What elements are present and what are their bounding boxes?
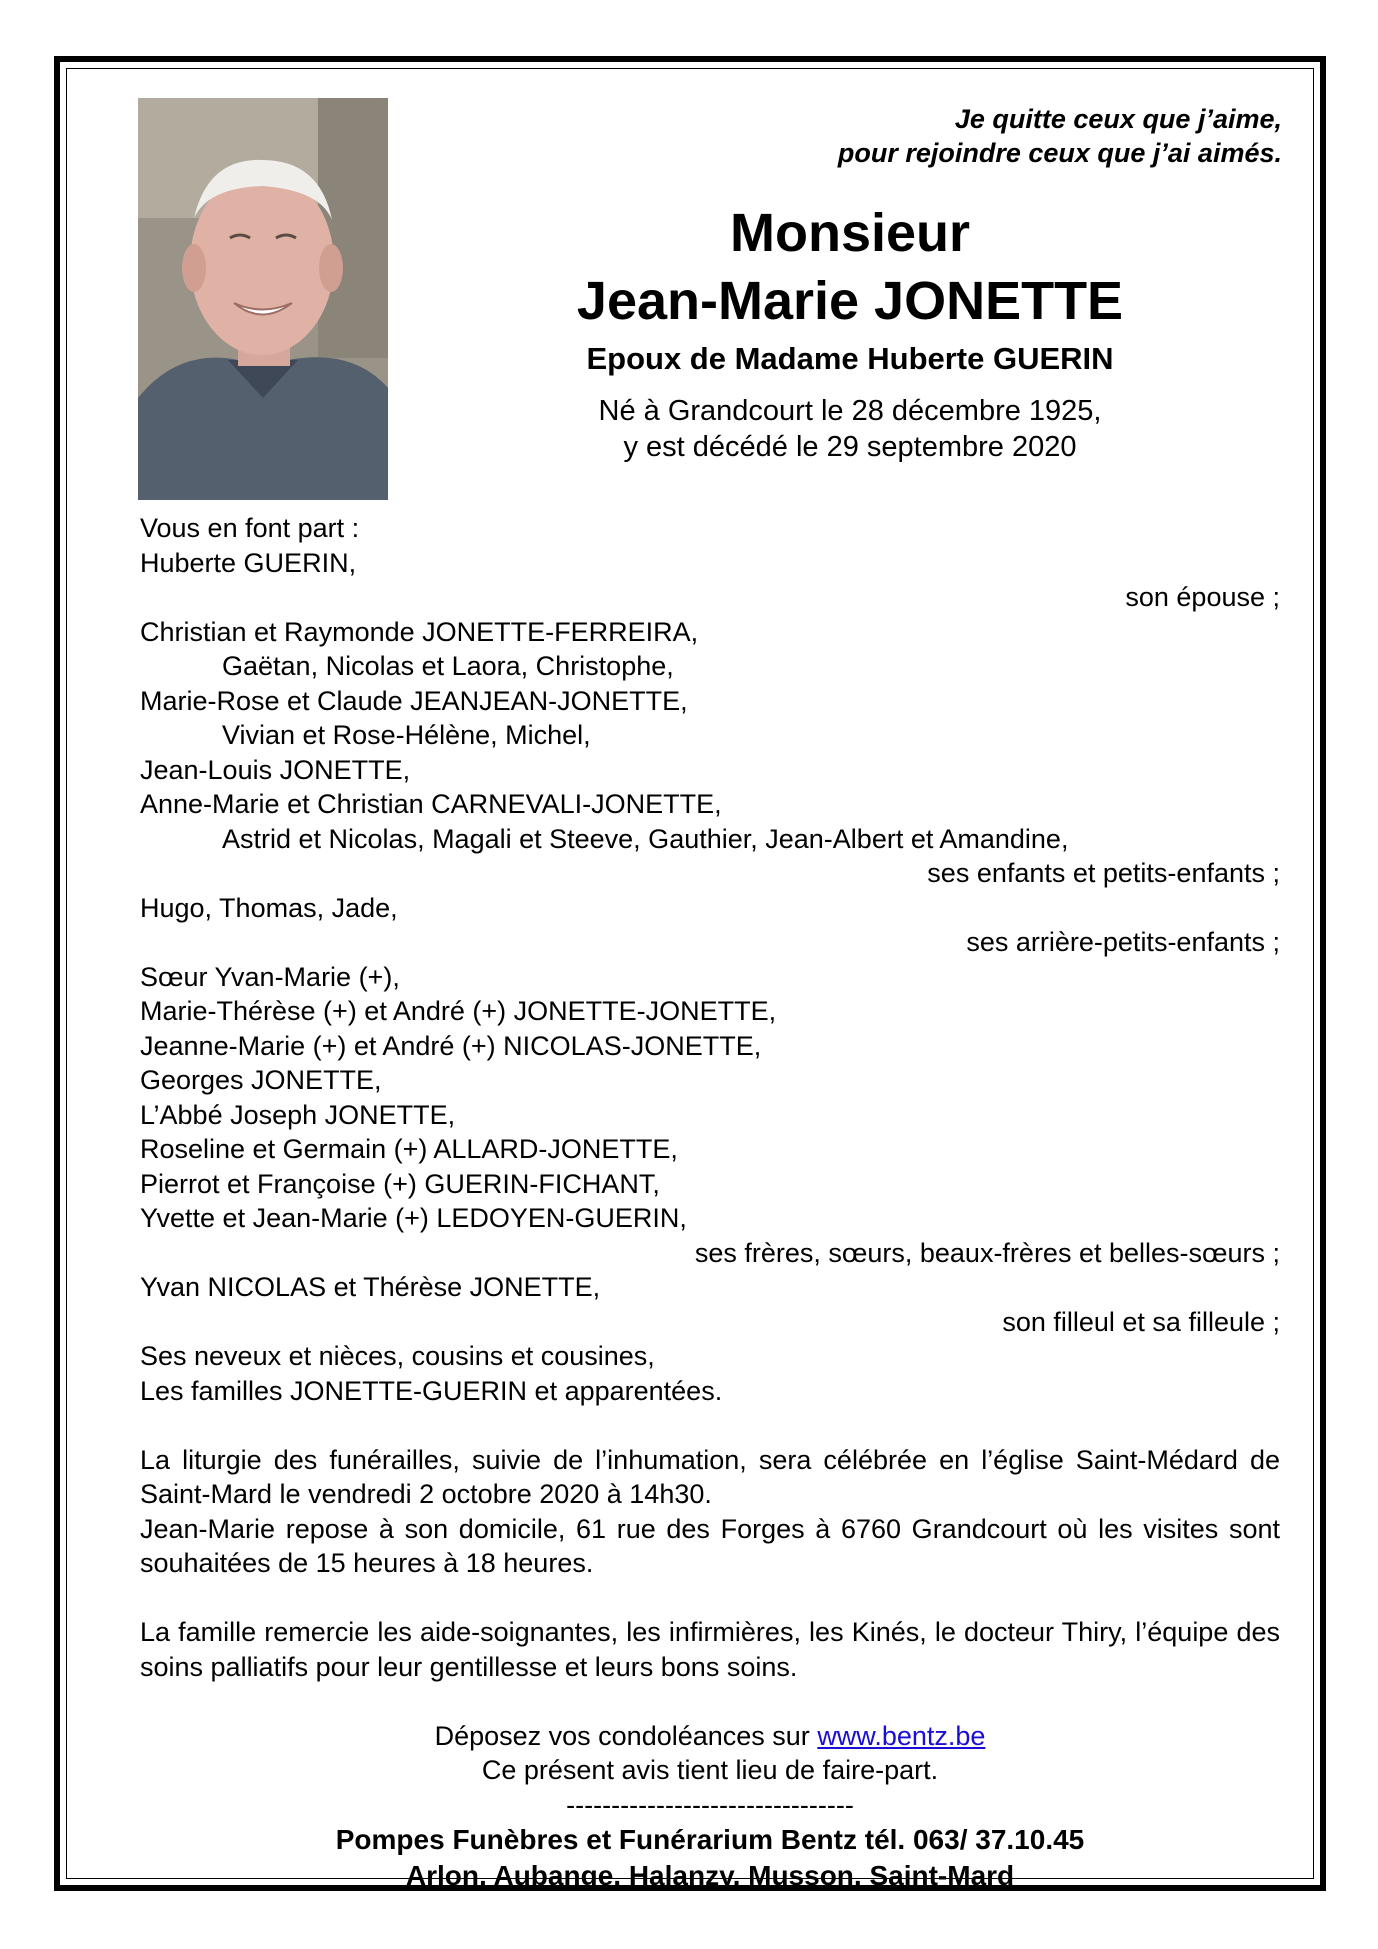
epigraph-line-2: pour rejoindre ceux que j’ai aimés. — [837, 138, 1282, 168]
sibling-line: Yvette et Jean-Marie (+) LEDOYEN-GUERIN, — [140, 1203, 687, 1233]
child-line: Anne-Marie et Christian CARNEVALI-JONETTE, — [140, 789, 722, 819]
visits-paragraph: Jean-Marie repose à son domicile, 61 rue des Forges à 6760 Grandcourt où les visites sont souhaitées de 15 heures à 18 heures. — [140, 1513, 1280, 1578]
godchildren-role: son filleul et sa filleule ; — [1002, 1306, 1280, 1337]
thanks-paragraph: La famille remercie les aide-soignantes, les infirmières, les Kinés, le docteur Thiry, l’équipe des soins palliatifs pour leur gentillesse et leurs bons soins. — [140, 1617, 1280, 1682]
condolences-line — [140, 1719, 1280, 1754]
grandchild-line: Gaëtan, Nicolas et Laora, Christophe, — [222, 651, 674, 681]
great-grandchildren-role: ses arrière-petits-enfants ; — [966, 927, 1280, 957]
spacer — [140, 1408, 1280, 1443]
extended-family-line: Les familles JONETTE-GUERIN et apparentées. — [140, 1375, 723, 1406]
spacer — [140, 1684, 1280, 1719]
spacer — [140, 1581, 1280, 1616]
extended-family-line: Ses neveux et nièces, cousins et cousines, — [140, 1341, 655, 1371]
sibling-line: Jeanne-Marie (+) et André (+) NICOLAS-JONETTE, — [140, 1030, 762, 1061]
child-line: Jean-Louis JONETTE, — [140, 754, 411, 785]
condolences-link[interactable]: www.bentz.be — [817, 1720, 986, 1751]
deceased-name: Jean-Marie JONETTE — [576, 271, 1124, 331]
child-line: Christian et Raymonde JONETTE-FERREIRA, — [140, 616, 699, 647]
announcement-body — [140, 511, 1280, 1894]
honorific: Monsieur — [729, 203, 971, 263]
birth-line: Né à Grandcourt le 28 décembre 1925, — [598, 395, 1102, 427]
godchildren: Yvan NICOLAS et Thérèse JONETTE, — [140, 1272, 601, 1302]
epigraph-line-1: Je quitte ceux que j’aime, — [954, 104, 1282, 134]
family-intro: Vous en font part : — [140, 513, 360, 543]
portrait-photo — [138, 98, 388, 500]
death-line: y est décédé le 29 septembre 2020 — [623, 431, 1077, 463]
great-grandchildren: Hugo, Thomas, Jade, — [140, 892, 398, 923]
grandchild-line: Astrid et Nicolas, Magali et Steeve, Gauthier, Jean-Albert et Amandine, — [222, 823, 1069, 854]
child-line: Marie-Rose et Claude JEANJEAN-JONETTE, — [140, 685, 688, 716]
epigraph — [682, 102, 1282, 170]
sibling-line: Pierrot et Françoise (+) GUERIN-FICHANT, — [140, 1168, 660, 1199]
condolences-prefix: Déposez vos condoléances sur — [434, 1720, 818, 1751]
sibling-line: L’Abbé Joseph JONETTE, — [140, 1099, 456, 1130]
spouse-name: Huberte GUERIN, — [140, 547, 357, 578]
sibling-line: Sœur Yvan-Marie (+), — [140, 961, 400, 992]
sibling-line: Marie-Thérèse (+) et André (+) JONETTE-JONETTE, — [140, 996, 777, 1026]
liturgy-paragraph: La liturgie des funérailles, suivie de l’inhumation, sera célébrée en l’église Saint-Médard de Saint-Mard le vendredi 2 octobre 2020 à 14h30. — [140, 1444, 1280, 1509]
funeral-home-line: Pompes Funèbres et Funérarium Bentz tél. 063/ 37.10.45 — [335, 1824, 1085, 1855]
spouse-line: Epoux de Madame Huberte GUERIN — [586, 341, 1114, 376]
grandchild-line: Vivian et Rose-Hélène, Michel, — [222, 720, 591, 750]
children-role: ses enfants et petits-enfants ; — [927, 858, 1280, 888]
funeral-home-locations: Arlon, Aubange, Halanzy, Musson, Saint-Mard — [405, 1860, 1015, 1891]
sibling-line: Georges JONETTE, — [140, 1065, 382, 1095]
spouse-role: son épouse ; — [1125, 582, 1280, 612]
siblings-role: ses frères, sœurs, beaux-frères et belles-sœurs ; — [694, 1237, 1280, 1268]
sibling-line: Roseline et Germain (+) ALLARD-JONETTE, — [140, 1134, 678, 1164]
notice-line: Ce présent avis tient lieu de faire-part. — [481, 1755, 939, 1785]
birth-death-dates — [500, 393, 1200, 465]
footer-separator: -------------------------------- — [566, 1789, 854, 1820]
